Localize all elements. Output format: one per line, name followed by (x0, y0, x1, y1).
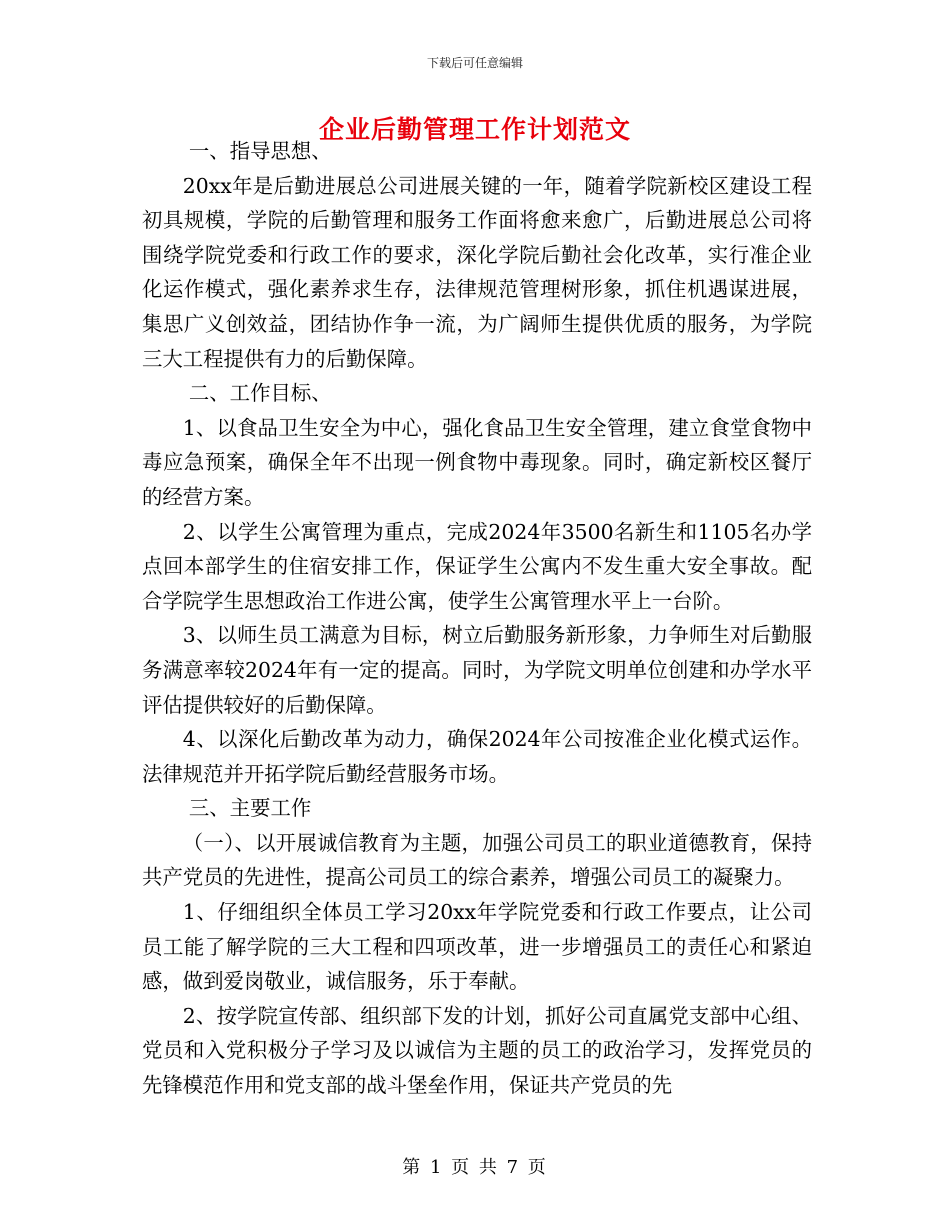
page-number-footer: 第 1 页 共 7 页 (402, 1157, 548, 1178)
section-heading-main-work: 三、主要工作 (188, 796, 312, 821)
document-title: 企业后勤管理工作计划范文 (318, 115, 631, 144)
paragraph-goal-4: 4、以深化后勤改革为动力，确保2024年公司按准企业化模式运作。法律规范并开拓学院后勤经营服务市场。 (142, 727, 812, 786)
paragraph-work-2: 2、按学院宣传部、组织部下发的计划，抓好公司直属党支部中心组、党员和入党积极分子学习及以诚信为主题的员工的政治学习，发挥党员的先锋模范作用和党支部的战斗堡垒作用，保证共产党员的先 (142, 1003, 812, 1098)
paragraph-goal-1: 1、以食品卫生安全为中心，强化食品卫生安全管理，建立食堂食物中毒应急预案，确保全年不出现一例食物中毒现象。同时，确定新校区餐厅的经营方案。 (142, 415, 812, 509)
paragraph-goal-3: 3、以师生员工满意为目标，树立后勤服务新形象，力争师生对后勤服务满意率较2024年有一定的提高。同时，为学院文明单位创建和办学水平评估提供较好的后勤保障。 (142, 623, 812, 717)
section-heading-guiding-thought: 一、指导思想、 (188, 139, 332, 163)
paragraph-subsection-1: （一）、以开展诚信教育为主题，加强公司员工的职业道德教育，保持共产党员的先进性，提高公司员工的综合素养，增强公司员工的凝聚力。 (142, 830, 812, 890)
page-header-note: 下载后可任意编辑 (426, 56, 523, 70)
paragraph-goal-2: 2、以学生公寓管理为重点，完成2024年3500名新生和1105名办学点回本部学生的住宿安排工作，保证学生公寓内不发生重大安全事故。配合学院学生思想政治工作进公寓，使学生公寓管理水平上一台阶。 (142, 519, 812, 613)
document-body (142, 134, 812, 1103)
paragraph-work-1: 1、仔细组织全体员工学习20xx年学院党委和行政工作要点，让公司员工能了解学院的三大工程和四项改革，进一步增强员工的责任心和紧迫感，做到爱岗敬业，诚信服务，乐于奉献。 (142, 900, 812, 994)
paragraph-intro: 20xx年是后勤进展总公司进展关键的一年，随着学院新校区建设工程初具规模，学院的后勤管理和服务工作面将愈来愈广，后勤进展总公司将围绕学院党委和行政工作的要求，深化学院后勤社会化改革，实行准企业化运作模式，强化素养求生存，法律规范管理树形象，抓住机遇谋进展，集思广义创效益，团结协作争一流，为广阔师生提供优质的服务，为学院三大工程提供有力的后勤保障。 (142, 173, 812, 371)
section-heading-work-goals: 二、工作目标、 (188, 381, 332, 406)
